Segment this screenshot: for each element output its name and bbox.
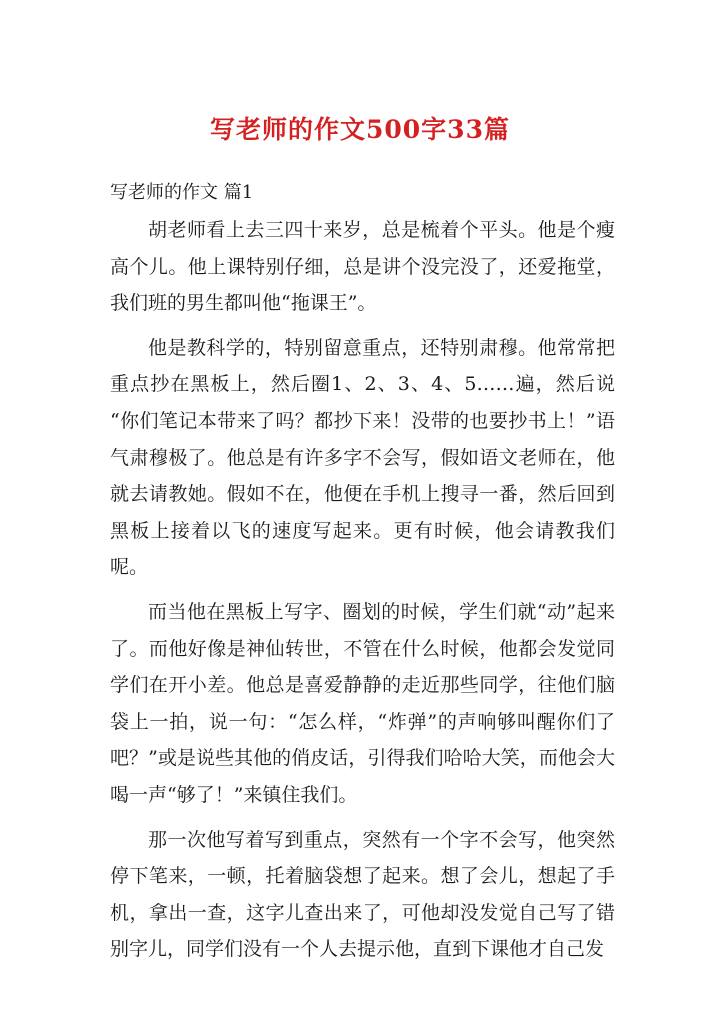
paragraph: 他是教科学的，特别留意重点，还特别肃穆。他常常把重点抄在黑板上，然后圈1、2、3、4、5……遍，然后说 “你们笔记本带来了吗？都抄下来！没带的也要抄书上！”语气肃穆极了。他总是有许多字不会写，假如语文老师在，他就去请教她。假如不在，他便在手机上搜寻一番，然后回到黑板上接着以飞的速度写起来。更有时候，他会请教我们呢。: [110, 336, 615, 579]
section-heading: 写老师的作文 篇1: [110, 182, 254, 203]
document-title: 写老师的作文500字33篇: [210, 115, 510, 144]
document-body: [110, 212, 615, 976]
paragraph: 胡老师看上去三四十来岁，总是梳着个平头。他是个瘦高个儿。他上课特别仔细，总是讲个没完没了，还爱拖堂，我们班的男生都叫他“拖课王”。: [110, 219, 615, 315]
paragraph: 那一次他写着写到重点，突然有一个字不会写，他突然停下笔来，一顿，托着脑袋想了起来。想了会儿，想起了手机，拿出一查，这字儿查出来了，可他却没发觉自己写了错别字儿，同学们没有一个人去提示他，直到下课他才自己发: [110, 828, 615, 961]
paragraph: 而当他在黑板上写字、圈划的时候，学生们就“动”起来了。而他好像是神仙转世，不管在什么时候，他都会发觉同学们在开小差。他总是喜爱静静的走近那些同学，往他们脑袋上一拍，说一句：“怎么样，“炸弹”的声响够叫醒你们了吧？”或是说些其他的俏皮话，引得我们哈哈大笑，而他会大喝一声“够了！”来镇住我们。: [110, 600, 615, 806]
